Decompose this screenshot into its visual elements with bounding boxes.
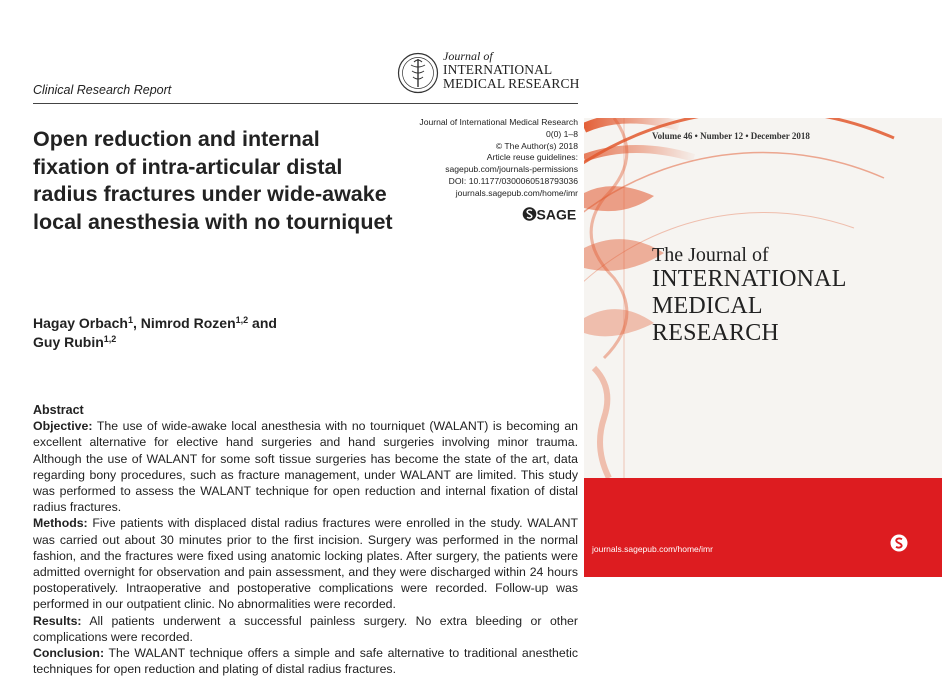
abstract-results (33, 613, 578, 645)
abstract-heading: Abstract (33, 403, 84, 417)
meta-reuse-link[interactable]: sagepub.com/journals-permissions (445, 164, 578, 175)
objective-text: The use of wide-awake local anesthesia with no tourniquet (WALANT) is becoming an excellent alternative for elective hand surgeries and hand surgeries involving minor trauma. Although the use of WALANT for some soft tissue surgeries has become the state of the art, data regarding bony procedures, such as fracture management, under WALANT are limited. This study was performed to assess the WALANT technique for open reduction and internal fixation of distal radius fractures. (33, 419, 578, 515)
cover-title (652, 244, 847, 347)
meta-home-link[interactable]: journals.sagepub.com/home/imr (455, 187, 578, 198)
abstract-methods (33, 515, 578, 612)
sage-logo (522, 206, 578, 222)
author-separator: , (132, 315, 141, 331)
conclusion-label: Conclusion: (33, 646, 105, 661)
author-affiliation: 1 (127, 315, 133, 325)
author-list (33, 314, 353, 352)
journal-logo-text (443, 50, 579, 91)
methods-text: Five patients with displaced distal radius fractures were enrolled in the study. WALANT was carried out about 30 minutes prior to the first incision. Surgery was performed in the normal fashion, and the fractures were fixed using anatomic locking plates. After surgery, the patients were admitted overnight for observation and pain assessment, and they were discharged within 24 hours postoperatively. Intraoperative and postoperative complications were recorded. Follow-up was performed in our outpatient clinic. No abnormalities were recorded. (33, 516, 578, 612)
abstract-objective (33, 418, 578, 515)
sage-logo-text: SAGE (536, 206, 577, 222)
journal-cover (584, 118, 942, 577)
meta-pages: 0(0) 1–8 (545, 128, 578, 139)
sage-s-icon (890, 534, 908, 552)
author-name: Nimrod Rozen (140, 315, 236, 331)
meta-journal: Journal of International Medical Research (419, 117, 578, 127)
results-label: Results: (33, 613, 82, 628)
journal-seal-icon (397, 52, 439, 94)
cover-title-line4: RESEARCH (652, 320, 779, 347)
author-name: Hagay Orbach (33, 315, 128, 331)
author-affiliation: 1,2 (103, 334, 117, 344)
conclusion-text: The WALANT technique offers a simple and safe alternative to traditional anesthetic techniques for open reduction and plating of distal radius fractures. (33, 646, 578, 677)
article-title: Open reduction and internal fixation of intra-articular distal radius fractures under wide-awake local anesthesia with no tourniquet (33, 127, 393, 234)
methods-label: Methods: (33, 516, 88, 531)
cover-volume-line: Volume 46 • Number 12 • December 2018 (652, 131, 810, 141)
meta-reuse-label: Article reuse guidelines: (486, 152, 578, 163)
cover-url: journals.sagepub.com/home/imr (592, 544, 713, 554)
results-text: All patients underwent a successful painless surgery. No extra bleeding or other complications were recorded. (33, 613, 578, 644)
journal-logo (397, 50, 582, 100)
header-rule (33, 103, 578, 104)
author-affiliation: 1,2 (235, 315, 249, 325)
meta-copyright: © The Author(s) 2018 (495, 140, 578, 151)
objective-label: Objective: (33, 419, 93, 434)
cover-title-line1: The Journal of (652, 244, 769, 266)
journal-logo-line1: Journal of (443, 49, 493, 63)
journal-logo-line2: INTERNATIONAL (443, 61, 553, 77)
cover-red-band (584, 478, 942, 577)
cover-title-line2: INTERNATIONAL (652, 266, 847, 293)
author-name: Guy Rubin (33, 334, 104, 350)
journal-logo-line3: MEDICAL RESEARCH (443, 75, 580, 91)
section-label: Clinical Research Report (33, 83, 172, 97)
meta-doi[interactable]: DOI: 10.1177/0300060518793036 (448, 175, 578, 186)
abstract-conclusion (33, 645, 578, 677)
cover-title-line3: MEDICAL (652, 293, 763, 320)
author-separator: and (248, 315, 277, 331)
abstract (33, 402, 578, 677)
article-meta (398, 117, 578, 200)
